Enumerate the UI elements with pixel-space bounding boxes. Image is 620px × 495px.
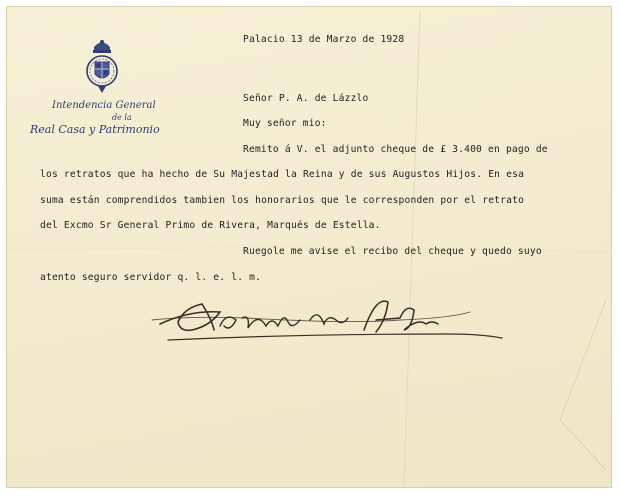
signature: [150, 290, 510, 350]
closing-line: Ruegole me avise el recibo del cheque y quedo suyo: [243, 246, 542, 257]
body-line: Remito á V. el adjunto cheque de £ 3.400 en pago de: [243, 144, 548, 155]
closing-line: atento seguro servidor q. l. e. l. m.: [40, 272, 262, 283]
addressee: Señor P. A. de Lázzlo: [243, 93, 369, 104]
date-line: Palacio 13 de Marzo de 1928: [243, 34, 405, 45]
letterhead-line-3: Real Casa y Patrimonio: [30, 123, 160, 136]
body-line: del Excmo Sr General Primo de Rivera, Marqués de Estella.: [40, 220, 381, 231]
royal-crest-icon: [84, 38, 120, 96]
letterhead-line-1: Intendencia General: [52, 100, 156, 111]
salutation: Muy señor mio:: [243, 118, 327, 129]
letterhead: [30, 100, 200, 142]
body-line: suma están comprendidos tambien los honorarios que le corresponden por el retrato: [40, 195, 525, 206]
body-line: los retratos que ha hecho de Su Majestad la Reina y de sus Augustos Hijos. En esa: [40, 169, 525, 180]
letterhead-line-2: de la: [112, 113, 132, 122]
